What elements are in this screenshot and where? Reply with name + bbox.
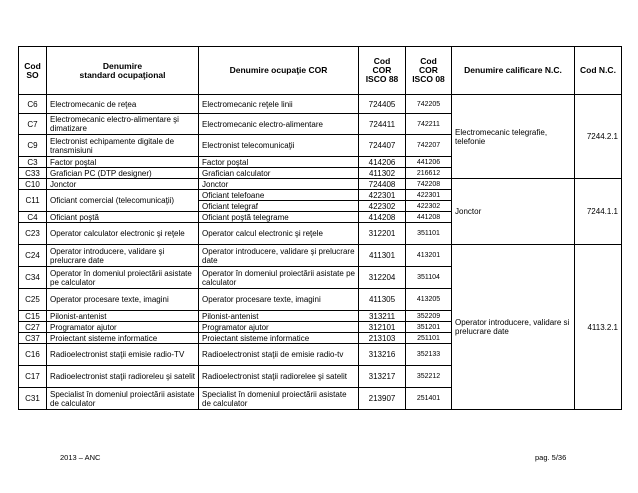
ocupatie-cell: Electromecanic electro-alimentare bbox=[199, 114, 359, 135]
cod-so-cell: C9 bbox=[19, 135, 47, 157]
cod-nc-cell: 7244.2.1 bbox=[575, 95, 622, 179]
standard-cell: Oficiant comercial (telecomunicaţii) bbox=[47, 190, 199, 212]
cod-so-cell: C33 bbox=[19, 168, 47, 179]
cod-cor-cell: 312204 bbox=[359, 267, 406, 289]
cod-cor-cell: 213907 bbox=[359, 388, 406, 410]
header-standard: Denumire standard ocupaţional bbox=[47, 47, 199, 95]
cod-so-cell: C24 bbox=[19, 245, 47, 267]
header-cod-nc: Cod N.C. bbox=[575, 47, 622, 95]
ocupatie-cell: Oficiant telefoane bbox=[199, 190, 359, 201]
ocupatie-cell: Radioelectronist staţii radiorelee şi satelit bbox=[199, 366, 359, 388]
standard-cell: Operator calculator electronic şi reţele bbox=[47, 223, 199, 245]
header-cod-cor: Cod COR ISCO 88 bbox=[359, 47, 406, 95]
ocupatie-cell: Radioelectronist staţii de emisie radio-tv bbox=[199, 344, 359, 366]
cod-isco-cell: 441208 bbox=[406, 212, 452, 223]
standard-cell: Specialist în domeniul proiectării asistate de calculator bbox=[47, 388, 199, 410]
cod-isco-cell: 413205 bbox=[406, 289, 452, 311]
occupations-table bbox=[18, 46, 622, 410]
cod-so-cell: C34 bbox=[19, 267, 47, 289]
cod-isco-cell: 422302 bbox=[406, 201, 452, 212]
cod-cor-cell: 724407 bbox=[359, 135, 406, 157]
cod-isco-cell: 422301 bbox=[406, 190, 452, 201]
cod-isco-cell: 742205 bbox=[406, 95, 452, 114]
ocupatie-cell: Electronist telecomunicaţii bbox=[199, 135, 359, 157]
cod-isco-cell: 441206 bbox=[406, 157, 452, 168]
cod-isco-cell: 352212 bbox=[406, 366, 452, 388]
cod-isco-cell: 251401 bbox=[406, 388, 452, 410]
cod-isco-cell: 351104 bbox=[406, 267, 452, 289]
ocupatie-cell: Oficiant poştă telegrame bbox=[199, 212, 359, 223]
standard-cell: Electromecanic de reţea bbox=[47, 95, 199, 114]
cod-cor-cell: 422302 bbox=[359, 201, 406, 212]
cod-cor-cell: 724411 bbox=[359, 114, 406, 135]
cod-so-cell: C23 bbox=[19, 223, 47, 245]
standard-cell: Jonctor bbox=[47, 179, 199, 190]
standard-cell: Radioelectronist staţii radioreleu şi satelit bbox=[47, 366, 199, 388]
ocupatie-cell: Proiectant sisteme informatice bbox=[199, 333, 359, 344]
table-row bbox=[19, 245, 622, 267]
cod-cor-cell: 724408 bbox=[359, 179, 406, 190]
cod-isco-cell: 413201 bbox=[406, 245, 452, 267]
cod-isco-cell: 216612 bbox=[406, 168, 452, 179]
header-cod-isco: Cod COR ISCO 08 bbox=[406, 47, 452, 95]
standard-cell: Oficiant poştă bbox=[47, 212, 199, 223]
cod-nc-cell: 7244.1.1 bbox=[575, 179, 622, 245]
cod-cor-cell: 411301 bbox=[359, 245, 406, 267]
cod-cor-cell: 312201 bbox=[359, 223, 406, 245]
cod-so-cell: C11 bbox=[19, 190, 47, 212]
ocupatie-cell: Pilonist-antenist bbox=[199, 311, 359, 322]
ocupatie-cell: Oficiant telegraf bbox=[199, 201, 359, 212]
footer-left: 2013 – ANC bbox=[60, 453, 101, 462]
ocupatie-cell: Factor poştal bbox=[199, 157, 359, 168]
ocupatie-cell: Operator introducere, validare şi prelucrare date bbox=[199, 245, 359, 267]
cod-nc-cell: 4113.2.1 bbox=[575, 245, 622, 410]
cod-cor-cell: 313216 bbox=[359, 344, 406, 366]
standard-cell: Programator ajutor bbox=[47, 322, 199, 333]
ocupatie-cell: Operator procesare texte, imagini bbox=[199, 289, 359, 311]
table-row bbox=[19, 179, 622, 190]
ocupatie-cell: Specialist în domeniul proiectării asistate de calculator bbox=[199, 388, 359, 410]
ocupatie-cell: Programator ajutor bbox=[199, 322, 359, 333]
ocupatie-cell: Electromecanic reţele linii bbox=[199, 95, 359, 114]
standard-cell: Radioelectronist staţii emisie radio-TV bbox=[47, 344, 199, 366]
cod-isco-cell: 352209 bbox=[406, 311, 452, 322]
page-number: pag. 5/36 bbox=[535, 453, 567, 462]
calificare-cell: Operator introducere, validare si prelucrare date bbox=[452, 245, 575, 410]
cod-cor-cell: 313217 bbox=[359, 366, 406, 388]
cod-isco-cell: 742208 bbox=[406, 179, 452, 190]
standard-cell: Electromecanic electro-alimentare şi dimatizare bbox=[47, 114, 199, 135]
ocupatie-cell: Operator calcul electronic şi reţele bbox=[199, 223, 359, 245]
cod-cor-cell: 213103 bbox=[359, 333, 406, 344]
cod-isco-cell: 742211 bbox=[406, 114, 452, 135]
cod-isco-cell: 351201 bbox=[406, 322, 452, 333]
cod-isco-cell: 742207 bbox=[406, 135, 452, 157]
cod-isco-cell: 251101 bbox=[406, 333, 452, 344]
cod-so-cell: C3 bbox=[19, 157, 47, 168]
header-cod-so: Cod SO bbox=[19, 47, 47, 95]
table-header-row bbox=[19, 47, 622, 95]
cod-cor-cell: 411302 bbox=[359, 168, 406, 179]
cod-cor-cell: 411305 bbox=[359, 289, 406, 311]
ocupatie-cell: Jonctor bbox=[199, 179, 359, 190]
cod-so-cell: C15 bbox=[19, 311, 47, 322]
ocupatie-cell: Operator în domeniul proiectării asistate pe calculator bbox=[199, 267, 359, 289]
cod-cor-cell: 313211 bbox=[359, 311, 406, 322]
cod-cor-cell: 724405 bbox=[359, 95, 406, 114]
cod-so-cell: C27 bbox=[19, 322, 47, 333]
cod-so-cell: C37 bbox=[19, 333, 47, 344]
cod-so-cell: C4 bbox=[19, 212, 47, 223]
standard-cell: Electronist echipamente digitale de transmisiuni bbox=[47, 135, 199, 157]
header-ocupatie: Denumire ocupaţie COR bbox=[199, 47, 359, 95]
standard-cell: Factor poştal bbox=[47, 157, 199, 168]
standard-cell: Proiectant sisteme informatice bbox=[47, 333, 199, 344]
cod-so-cell: C31 bbox=[19, 388, 47, 410]
cod-cor-cell: 414206 bbox=[359, 157, 406, 168]
table-row bbox=[19, 95, 622, 114]
cod-so-cell: C6 bbox=[19, 95, 47, 114]
standard-cell: Pilonist-antenist bbox=[47, 311, 199, 322]
standard-cell: Operator introducere, validare şi prelucrare date bbox=[47, 245, 199, 267]
cod-so-cell: C10 bbox=[19, 179, 47, 190]
standard-cell: Operator în domeniul proiectării asistate pe calculator bbox=[47, 267, 199, 289]
cod-so-cell: C7 bbox=[19, 114, 47, 135]
header-calificare: Denumire calificare N.C. bbox=[452, 47, 575, 95]
calificare-cell: Electromecanic telegrafie, telefonie bbox=[452, 95, 575, 179]
cod-isco-cell: 351101 bbox=[406, 223, 452, 245]
cod-so-cell: C25 bbox=[19, 289, 47, 311]
cod-cor-cell: 312101 bbox=[359, 322, 406, 333]
cod-cor-cell: 414208 bbox=[359, 212, 406, 223]
cod-cor-cell: 422301 bbox=[359, 190, 406, 201]
standard-cell: Grafician PC (DTP designer) bbox=[47, 168, 199, 179]
cod-so-cell: C16 bbox=[19, 344, 47, 366]
cod-so-cell: C17 bbox=[19, 366, 47, 388]
ocupatie-cell: Grafician calculator bbox=[199, 168, 359, 179]
cod-isco-cell: 352133 bbox=[406, 344, 452, 366]
calificare-cell: Jonctor bbox=[452, 179, 575, 245]
standard-cell: Operator procesare texte, imagini bbox=[47, 289, 199, 311]
